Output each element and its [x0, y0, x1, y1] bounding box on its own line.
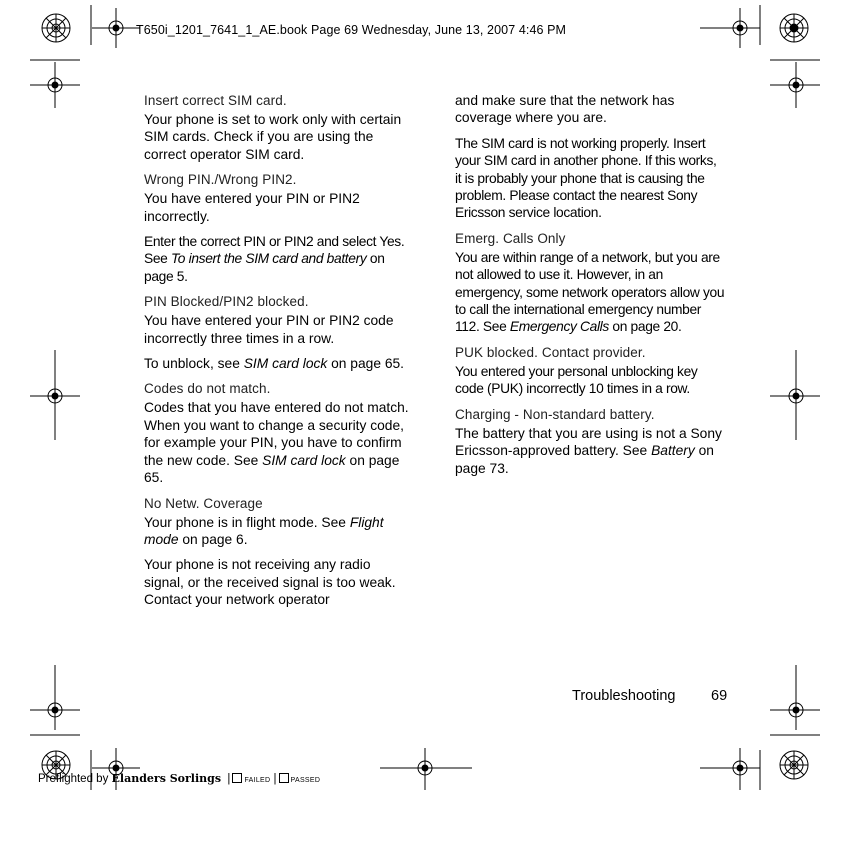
troubleshooting-entry	[455, 406, 725, 477]
registration-target-icon	[770, 665, 820, 730]
explanation-paragraph: You are within range of a network, but you are not allowed to use it. However, in an emergency, some network operators allow you to call the international emergency number 112. See Emergency Calls on page 20.	[455, 249, 725, 335]
cross-reference-link[interactable]: Battery	[651, 443, 695, 459]
error-message-heading: PIN Blocked/PIN2 blocked.	[144, 294, 309, 310]
troubleshooting-entry	[144, 380, 414, 486]
error-message-heading: PUK blocked. Contact provider.	[455, 344, 646, 360]
registration-target-icon	[92, 8, 140, 48]
registration-target-icon	[30, 350, 80, 440]
explanation-paragraph: You entered your personal unblocking key code (PUK) incorrectly 10 times in a row.	[455, 363, 698, 397]
left-column	[144, 92, 414, 617]
print-file-info: T650i_1201_7641_1_AE.book Page 69 Wednesday, June 13, 2007 4:46 PM	[136, 23, 567, 37]
error-message-heading: Codes do not match.	[144, 381, 271, 397]
explanation-paragraph: Your phone is set to work only with certain SIM cards. Check if you are using the correct operator SIM card.	[144, 112, 402, 162]
error-message-heading: Insert correct SIM card.	[144, 93, 287, 108]
explanation-paragraph: Your phone is in flight mode. See Flight mode on page 6.	[144, 514, 384, 547]
checkbox-checked-icon	[279, 773, 289, 783]
registration-target-icon	[770, 350, 820, 440]
registration-target-icon	[30, 62, 80, 108]
explanation-paragraph: The battery that you are using is not a Sony Ericsson-approved battery. See Battery on page 73.	[455, 425, 722, 476]
error-message-heading: No Netw. Coverage	[144, 495, 263, 511]
cross-reference-link[interactable]: SIM card lock	[243, 356, 328, 372]
explanation-paragraph: and make sure that the network has coverage where you are.	[455, 93, 675, 126]
color-bar-rosette-icon	[780, 751, 808, 779]
troubleshooting-entry	[144, 293, 414, 372]
checkbox-empty-icon	[232, 773, 242, 783]
error-message-heading: Charging - Non-standard battery.	[455, 406, 655, 422]
troubleshooting-entry	[144, 171, 414, 285]
preflight-failed-label: FAILED	[244, 777, 271, 784]
explanation-paragraph: Your phone is not receiving any radio signal, or the received signal is too weak. Contact your network operator	[144, 557, 396, 608]
preflight-brand: Elanders Sorlings	[111, 772, 222, 785]
page-number: 69	[711, 688, 728, 704]
right-column	[455, 92, 725, 485]
cross-reference-link[interactable]: Flight mode	[144, 514, 384, 547]
explanation-paragraph: The SIM card is not working properly. Insert your SIM card in another phone. If this works, it is probably your phone that is causing the problem. Please contact the nearest Sony Ericsson service location.	[455, 135, 717, 221]
explanation-paragraph: You have entered your PIN or PIN2 code incorrectly three times in a row.	[144, 313, 394, 346]
explanation-paragraph: You have entered your PIN or PIN2 incorrectly.	[144, 191, 360, 224]
registration-target-icon	[700, 8, 760, 48]
running-footer-section: Troubleshooting	[572, 688, 676, 704]
explanation-paragraph: Codes that you have entered do not match. When you want to change a security code, for example your PIN, you have to confirm the new code. See SIM card lock on page 65.	[144, 400, 409, 486]
preflight-passed-label: PASSED	[290, 777, 321, 784]
troubleshooting-entry	[455, 230, 725, 336]
registration-target-icon	[700, 748, 760, 790]
preflight-stamp: Preflighted by Elanders Sorlings | FAILED | PASSED	[38, 772, 321, 785]
color-bar-rosette-icon	[42, 14, 70, 42]
registration-target-icon	[380, 748, 472, 790]
explanation-paragraph: Enter the correct PIN or PIN2 and select Yes. See To insert the SIM card and battery on page 5.	[144, 234, 405, 284]
registration-target-icon	[30, 665, 80, 730]
registration-target-icon	[770, 62, 820, 108]
explanation-paragraph: To unblock, see SIM card lock on page 65.	[144, 356, 405, 372]
troubleshooting-entry	[455, 92, 725, 222]
cross-reference-link[interactable]: Emergency Calls	[509, 319, 609, 335]
error-message-heading: Emerg. Calls Only	[455, 230, 566, 246]
cross-reference-link[interactable]: SIM card lock	[262, 452, 346, 468]
preflight-label: Preflighted by	[38, 773, 109, 785]
color-bar-rosette-icon	[780, 14, 808, 42]
error-message-heading: Wrong PIN./Wrong PIN2.	[144, 172, 297, 188]
troubleshooting-entry	[144, 495, 414, 609]
troubleshooting-entry	[144, 92, 414, 163]
cross-reference-link[interactable]: To insert the SIM card and battery	[170, 251, 367, 267]
troubleshooting-entry	[455, 344, 725, 398]
